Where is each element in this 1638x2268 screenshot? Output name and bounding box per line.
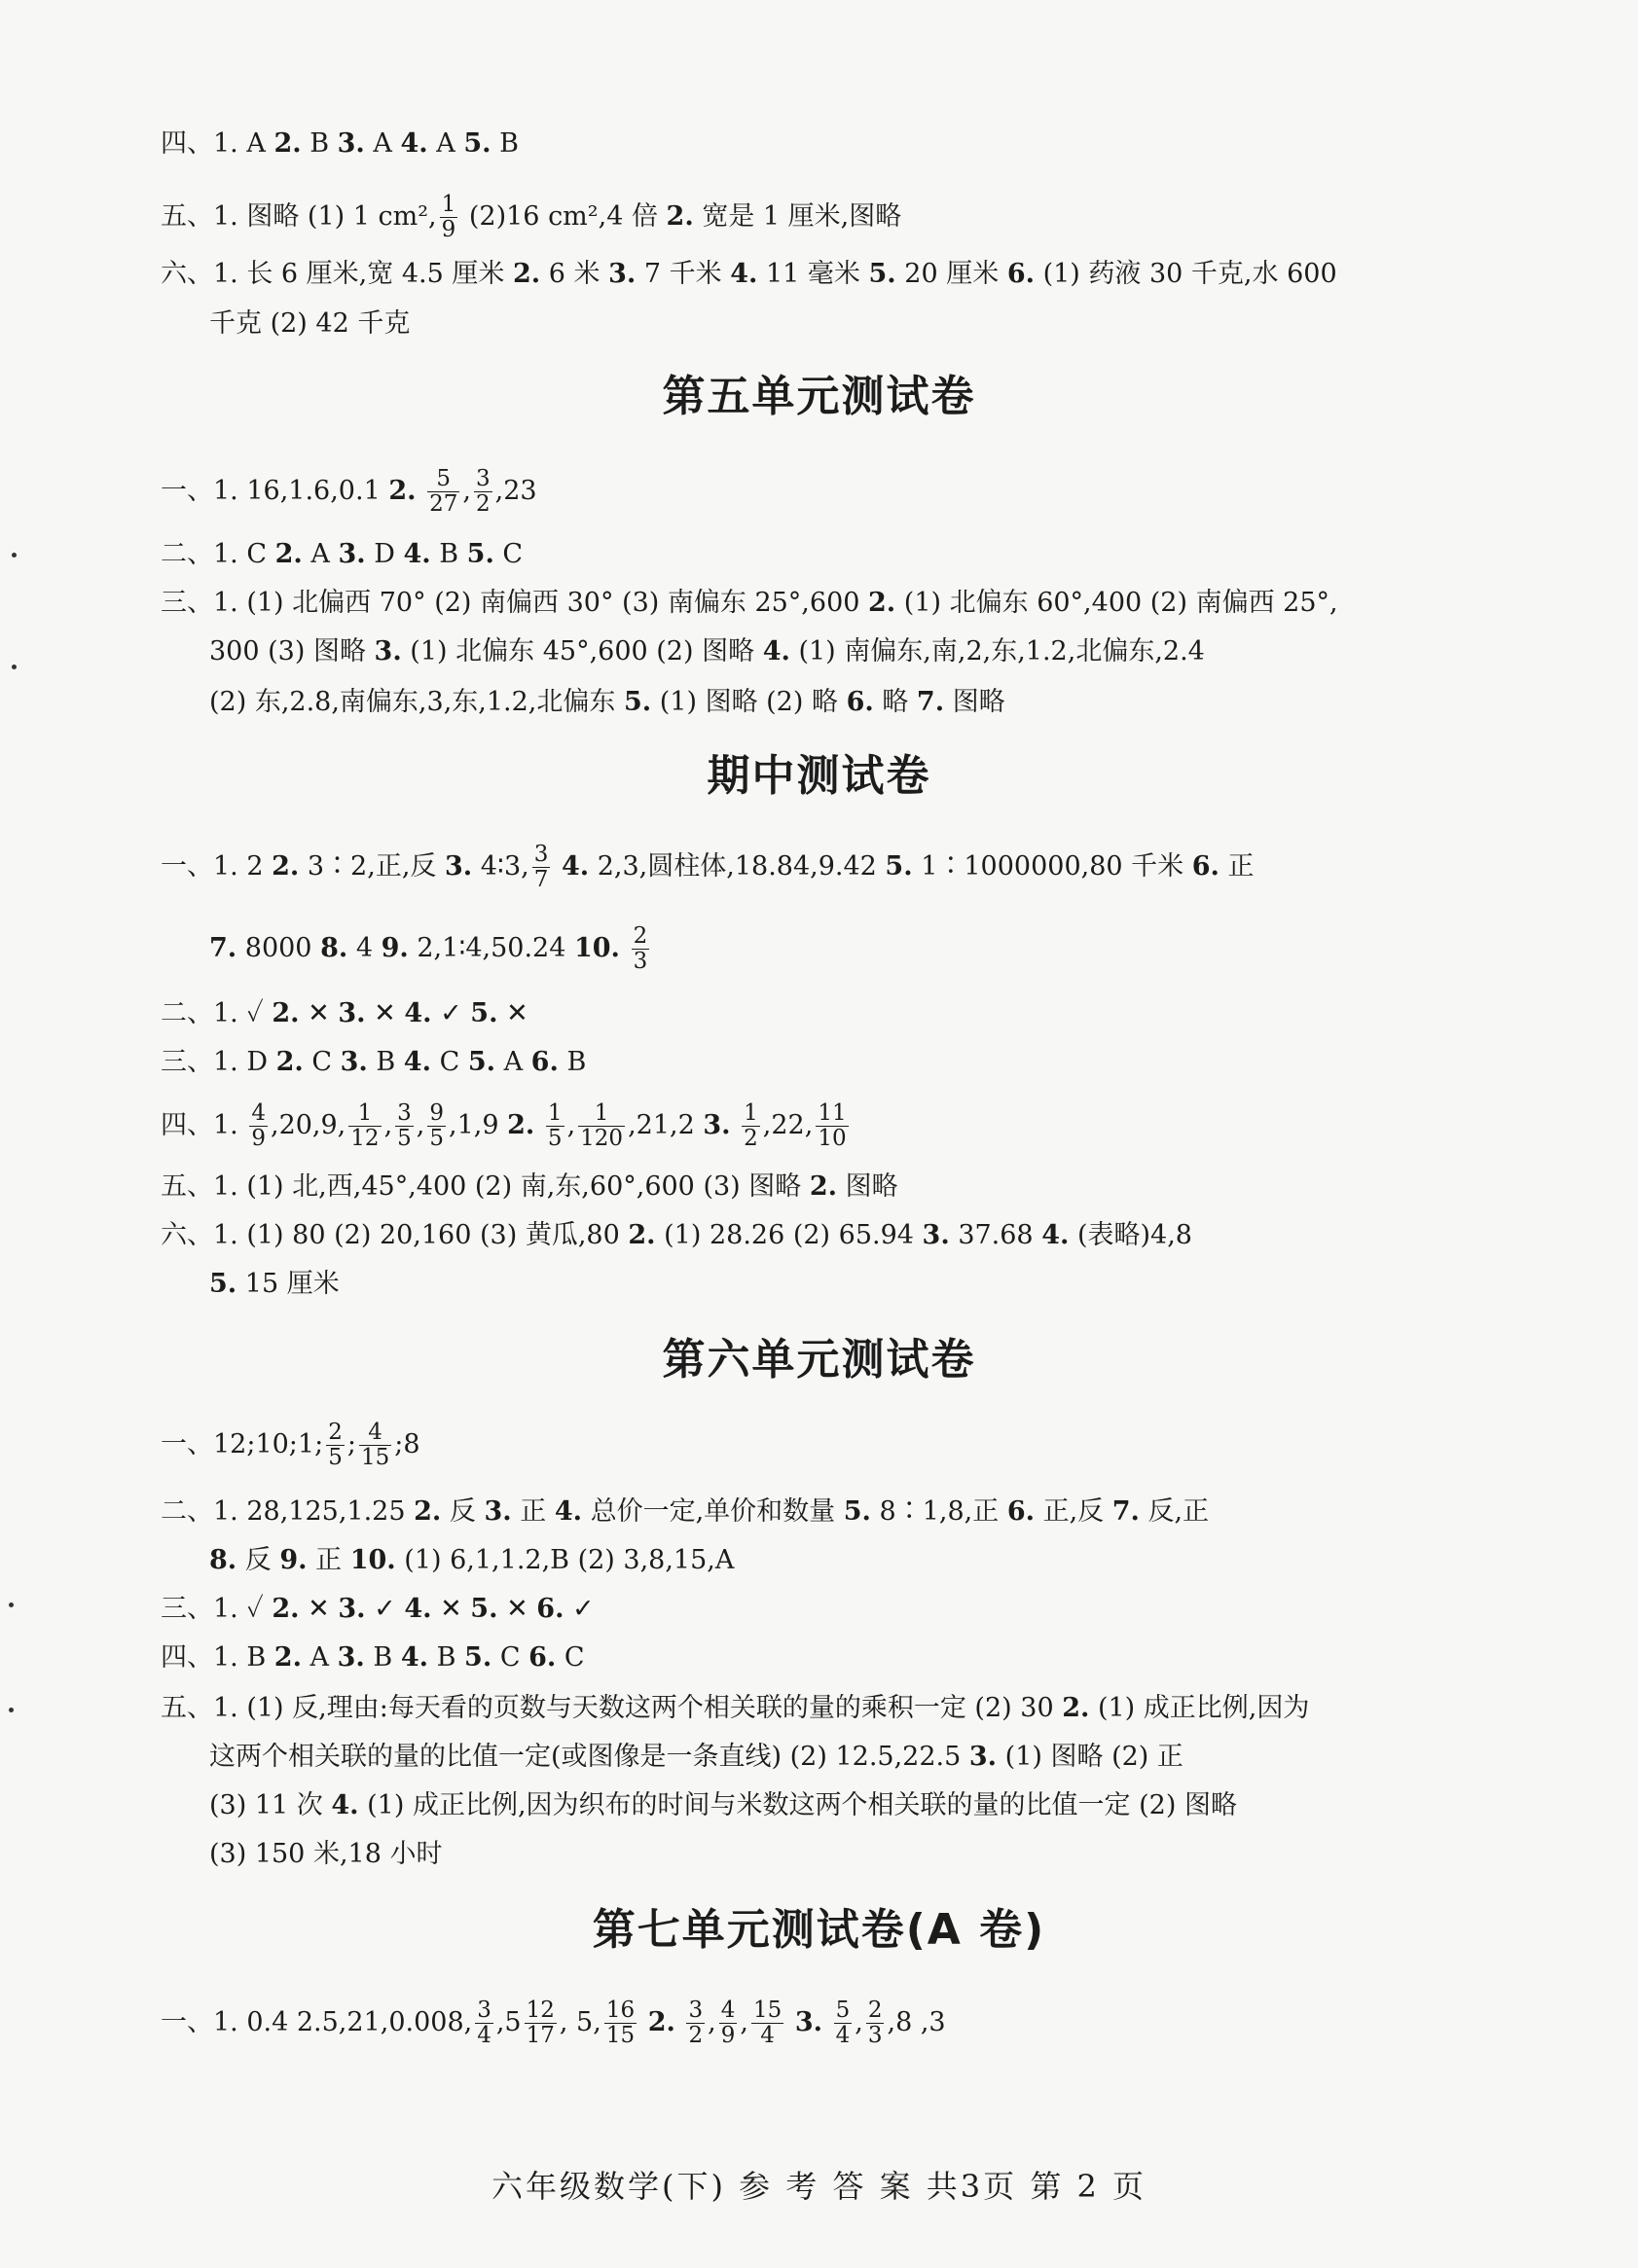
answer-line: (2) 东,2.8,南偏东,3,东,1.2,北偏东 5. (1) 图略 (2) 略 6. 略 7. 图略 xyxy=(209,687,1005,717)
answer-line: 一、1. 2 2. 3∶2,正,反 3. 4∶3, $\frac{3}{7}$ 4. 2,3,圆柱体,18.84,9.42 5. 1∶1000000,80 千米 6. 正 xyxy=(161,842,1255,892)
fraction: $\frac{3}{4}$ xyxy=(477,1998,491,2048)
fraction: $\frac{1}{12}$ xyxy=(350,1100,380,1151)
answer-line: 8. 反 9. 正 10. (1) 6,1,1.2,B (2) 3,8,15,A xyxy=(209,1545,735,1575)
fraction: $\frac{2}{3}$ xyxy=(633,923,648,974)
fraction: $\frac{2}{3}$ xyxy=(867,1998,883,2048)
answer-line: (3) 150 米,18 小时 xyxy=(209,1839,443,1869)
fraction: $\frac{3}{2}$ xyxy=(688,1998,704,2048)
fraction: $\frac{11}{10}$ xyxy=(818,1100,847,1151)
answer-line: 五、1. (1) 北,西,45°,400 (2) 南,东,60°,600 (3) 图略 2. 图略 xyxy=(161,1171,898,1202)
answer-line: 六、1. (1) 80 (2) 20,160 (3) 黄瓜,80 2. (1) 28.26 (2) 65.94 3. 37.68 4. (表略)4,8 xyxy=(161,1220,1192,1250)
fraction: $\frac{3}{5}$ xyxy=(397,1100,412,1151)
answer-line: 三、1. (1) 北偏西 70° (2) 南偏西 30° (3) 南偏东 25°,600 2. (1) 北偏东 60°,400 (2) 南偏西 25°, xyxy=(161,588,1338,618)
scan-dot xyxy=(12,665,17,669)
answer-line: 五、1. (1) 反,理由:每天看的页数与天数这两个相关联的量的乘积一定 (2) 30 2. (1) 成正比例,因为 xyxy=(161,1693,1310,1723)
fraction: $\frac{16}{15}$ xyxy=(605,1998,636,2048)
answer-line: 四、1. B 2. A 3. B 4. B 5. C 6. C xyxy=(161,1642,585,1673)
fraction: $\frac{5}{4}$ xyxy=(835,1998,851,2048)
answer-line: 三、1. D 2. C 3. B 4. C 5. A 6. B xyxy=(161,1047,587,1077)
answer-line: 四、1. $\frac{4}{9}$ ,20,9, $\frac{1}{12}$ , $\frac{3}{5}$ , $\frac{9}{5}$ ,1,9 2. $\frac{1}{5}$ , $\frac{1}{120}$ ,21,2 3. $\frac{1}{2}$ ,22, $\frac{11}{10}$ xyxy=(161,1100,847,1151)
answer-line: 一、1. 0.4 2.5,21,0.008, $\frac{3}{4}$ ,5 $\frac{12}{17}$ , 5, $\frac{16}{15}$ 2. $\frac{3}{2}$ , $\frac{4}{9}$ , $\frac{15}{4}$ 3. $\frac{5}{4}$ , $\frac{2}{3}$ ,8 ,3 xyxy=(161,1998,946,2048)
fraction: $\frac{9}{5}$ xyxy=(429,1100,445,1151)
fraction: $\frac{1}{5}$ xyxy=(547,1100,563,1151)
fraction: $\frac{4}{9}$ xyxy=(251,1100,266,1151)
fraction: $\frac{1}{9}$ xyxy=(441,192,456,242)
answer-line: 二、1. C 2. A 3. D 4. B 5. C xyxy=(161,539,524,569)
answer-line: 5. 15 厘米 xyxy=(209,1269,340,1299)
answer-line: 这两个相关联的量的比值一定(或图像是一条直线) (2) 12.5,22.5 3. (1) 图略 (2) 正 xyxy=(209,1742,1183,1772)
fraction: $\frac{3}{7}$ xyxy=(533,842,549,892)
scan-dot xyxy=(9,1602,14,1607)
fraction: $\frac{3}{2}$ xyxy=(475,466,491,517)
scan-dot xyxy=(9,1708,14,1712)
answer-line: 四、1. A 2. B 3. A 4. A 5. B xyxy=(161,128,519,159)
answer-line: 六、1. 长 6 厘米,宽 4.5 厘米 2. 6 米 3. 7 千米 4. 11 毫米 5. 20 厘米 6. (1) 药液 30 千克,水 600 xyxy=(161,259,1337,289)
answer-line: (3) 11 次 4. (1) 成正比例,因为织布的时间与米数这两个相关联的量的比值一定 (2) 图略 xyxy=(209,1790,1237,1820)
fraction: $\frac{4}{9}$ xyxy=(720,1998,736,2048)
answer-line: 五、1. 图略 (1) 1 cm², $\frac{1}{9}$ (2)16 cm²,4 倍 2. 宽是 1 厘米,图略 xyxy=(161,192,902,242)
fraction: $\frac{5}{27}$ xyxy=(429,466,458,517)
answer-line: 一、1. 16,1.6,0.1 2. $\frac{5}{27}$ , $\frac{3}{2}$ ,23 xyxy=(161,466,537,517)
section-title: 第五单元测试卷 xyxy=(662,372,976,421)
section-title: 第七单元测试卷(A 卷) xyxy=(592,1905,1046,1955)
answer-line: 千克 (2) 42 千克 xyxy=(209,308,411,339)
fraction: $\frac{1}{120}$ xyxy=(580,1100,624,1151)
scan-dot xyxy=(12,553,17,558)
fraction: $\frac{12}{17}$ xyxy=(526,1998,555,2048)
fraction: $\frac{2}{5}$ xyxy=(328,1420,343,1470)
page-footer: 六年级数学(下) 参 考 答 案 共3页 第 2 页 xyxy=(491,2168,1147,2205)
fraction: $\frac{4}{15}$ xyxy=(360,1420,390,1470)
answer-line: 一、12;10;1; $\frac{2}{5}$ ; $\frac{4}{15}$ ;8 xyxy=(161,1420,420,1470)
answer-line: 二、1. 28,125,1.25 2. 反 3. 正 4. 总价一定,单价和数量 5. 8∶1,8,正 6. 正,反 7. 反,正 xyxy=(161,1496,1210,1527)
answer-line: 二、1. ✓ 2. ✕ 3. ✕ 4. ✓ 5. ✕ xyxy=(161,998,528,1028)
answer-line: 7. 8000 8. 4 9. 2,1∶4,50.24 10. $\frac{2}{3}$ xyxy=(209,923,648,974)
answer-line: 三、1. ✓ 2. ✕ 3. ✓ 4. ✕ 5. ✕ 6. ✓ xyxy=(161,1594,595,1624)
section-title: 期中测试卷 xyxy=(707,751,931,801)
fraction: $\frac{1}{2}$ xyxy=(744,1100,758,1151)
answer-line: 300 (3) 图略 3. (1) 北偏东 45°,600 (2) 图略 4. (1) 南偏东,南,2,东,1.2,北偏东,2.4 xyxy=(209,636,1205,666)
fraction: $\frac{15}{4}$ xyxy=(752,1998,783,2048)
section-title: 第六单元测试卷 xyxy=(662,1335,976,1385)
